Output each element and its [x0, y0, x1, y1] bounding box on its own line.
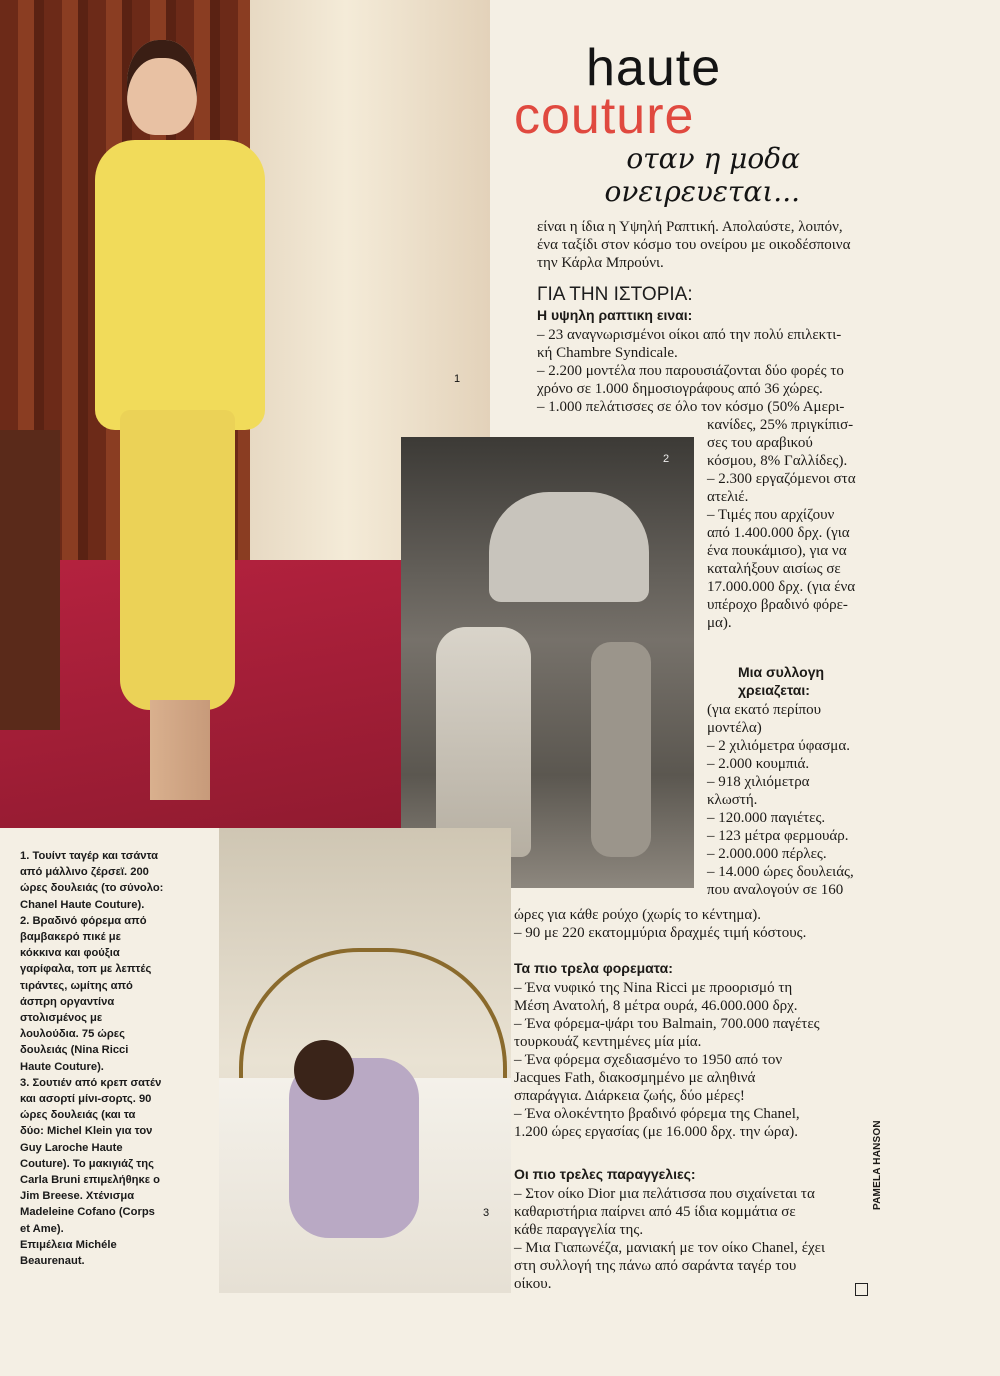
- caption-line: δύο: Michel Klein για τον: [20, 1125, 153, 1138]
- caption-line: βαμβακερό πικέ με: [20, 931, 121, 944]
- yellow-jacket: [95, 140, 265, 430]
- collection-line: – 14.000 ώρες δουλειάς,: [707, 864, 854, 880]
- history-line: χρόνο σε 1.000 δημοσιογράφους από 36 χώρες.: [537, 381, 823, 397]
- photo-garage-gown: [401, 437, 694, 888]
- photo-number-1: 1: [454, 373, 461, 385]
- caption-line: και ασορτί μίνι-σορτς. 90: [20, 1093, 152, 1106]
- caption-line: et Ame).: [20, 1222, 64, 1235]
- head: [127, 40, 197, 135]
- yellow-skirt: [120, 410, 235, 710]
- history-line: – 1.000 πελάτισσες σε όλο τον κόσμο (50% Αμερι-: [537, 399, 845, 415]
- dresses-line: σπαράγγια. Διάρκεια ζωής, δύο μέρες!: [514, 1088, 745, 1104]
- collection-line: (για εκατό περίπου: [707, 702, 822, 718]
- dresses-line: 1.200 ώρες εργασίας (με 16.000 δρχ. την ώρα).: [514, 1124, 798, 1140]
- caption-line: Couture). Το μακιγιάζ της: [20, 1157, 154, 1170]
- collection-line: – 2 χιλιόμετρα ύφασμα.: [707, 738, 850, 754]
- caption-line: κόκκινα και φούξια: [20, 947, 120, 960]
- caption-line: από μάλλινο ζέρσεϊ. 200: [20, 866, 149, 879]
- caption-line: Haute Couture).: [20, 1060, 104, 1073]
- subtitle: [560, 142, 800, 208]
- collection-line: – 120.000 παγιέτες.: [707, 810, 826, 826]
- history-line: ατελιέ.: [707, 489, 749, 505]
- caption-line: δουλειάς (Nina Ricci: [20, 1044, 129, 1057]
- dresses-line: Jacques Fath, διακοσμημένο με αληθινά: [514, 1070, 756, 1086]
- dresses-line: Μέση Ανατολή, 8 μέτρα ουρά, 46.000.000 δρχ.: [514, 998, 798, 1014]
- history-line: – Τιμές που αρχίζουν: [707, 507, 835, 523]
- history-line: κόσμου, 8% Γαλλίδες).: [707, 453, 848, 469]
- collection-line: – 918 χιλιόμετρα: [707, 774, 810, 790]
- history-line: 17.000.000 δρχ. (για ένα: [707, 579, 856, 595]
- subtitle-line-1: οταν η μοδα: [626, 142, 800, 175]
- dresses-line: – Ένα ολοκέντητο βραδινό φόρεμα της Chanel,: [514, 1106, 800, 1122]
- intro-line: είναι η ίδια η Υψηλή Ραπτική. Απολαύστε, λοιπόν,: [537, 219, 843, 235]
- caption-line: λουλούδια. 75 ώρες: [20, 1028, 125, 1041]
- orders-line: κάθε παραγγελία της.: [514, 1222, 644, 1238]
- dresses-line: – Ένα φόρεμα-ψάρι του Balmain, 700.000 παγέτες: [514, 1016, 820, 1032]
- caption-line: 1. Τουίντ ταγέρ και τσάντα: [20, 850, 159, 862]
- history-heading: ΓΙΑ ΤΗΝ ΙΣΤΟΡΙΑ:: [537, 284, 693, 305]
- photo-number-2: 2: [663, 453, 670, 465]
- caption-line: Chanel Haute Couture).: [20, 898, 145, 911]
- intro-paragraph: [537, 218, 867, 272]
- intro-line: ένα ταξίδι στον κόσμο του ονείρου με οικοδέσποινα: [537, 237, 851, 253]
- caption-line: Beaurenaut.: [20, 1255, 85, 1268]
- orders-line: στη συλλογή της πάνω από σαράντα ταγέρ του: [514, 1258, 797, 1274]
- caption-line: ώρες δουλειάς (το σύνολο:: [20, 882, 164, 895]
- history-line: ένα πουκάμισο), για να: [707, 543, 847, 559]
- title-haute: haute: [586, 39, 722, 97]
- collection-line: μοντέλα): [707, 720, 762, 736]
- mechanic-figure: [591, 642, 651, 857]
- orders-line: – Στον οίκο Dior μια πελάτισσα που σιχαίνεται τα: [514, 1186, 815, 1202]
- history-line: από 1.400.000 δρχ. (για: [707, 525, 850, 541]
- history-line: υπέροχο βραδινό φόρε-: [707, 597, 848, 613]
- dresses-heading: Τα πιο τρελα φορεματα:: [514, 960, 673, 976]
- collection-list: [514, 906, 869, 942]
- history-line: – 2.200 μοντέλα που παρουσιάζονται δύο φορές το: [537, 363, 844, 379]
- history-list-narrow: [707, 416, 867, 632]
- caption-line: ώρες δουλειάς (και τα: [20, 1109, 136, 1122]
- hair: [294, 1040, 354, 1100]
- car: [489, 492, 649, 602]
- history-subheading: Η υψηλη ραπτικη ειναι:: [537, 307, 693, 323]
- orders-list: [514, 1185, 874, 1293]
- collection-line: – 90 με 220 εκατομμύρια δραχμές τιμή κόστους.: [514, 925, 807, 941]
- caption-line: Carla Bruni επιμελήθηκε ο: [20, 1174, 160, 1187]
- gown-figure: [436, 627, 531, 857]
- orders-line: καθαριστήρια παίρνει από 45 ίδια κομμάτια σε: [514, 1204, 796, 1220]
- photo-caption: [20, 848, 206, 1269]
- caption-line: τιράντες, ωμίτης από: [20, 979, 133, 992]
- caption-line: Επιμέλεια Michéle: [20, 1238, 117, 1251]
- history-line: κανίδες, 25% πριγκίπισ-: [707, 417, 854, 433]
- dresses-line: – Ένα φόρεμα σχεδιασμένο το 1950 από τον: [514, 1052, 783, 1068]
- caption-line: 2. Βραδινό φόρεμα από: [20, 914, 147, 927]
- history-line: κή Chambre Syndicale.: [537, 345, 678, 361]
- legs: [150, 700, 210, 800]
- history-line: μα).: [707, 615, 732, 631]
- history-list: [537, 326, 867, 416]
- collection-line: – 2.000.000 πέρλες.: [707, 846, 827, 862]
- side-table: [0, 430, 60, 730]
- collection-line: που αναλογούν σε 160: [707, 882, 844, 898]
- caption-line: Jim Breese. Χτένισμα: [20, 1190, 135, 1203]
- collection-list-narrow: [707, 701, 872, 899]
- dresses-list: [514, 979, 874, 1141]
- photo-bed: [219, 828, 511, 1293]
- orders-heading: Οι πιο τρελες παραγγελιες:: [514, 1166, 696, 1182]
- collection-heading-2: χρειαζεται:: [738, 682, 810, 698]
- caption-line: στολισμένος με: [20, 1012, 103, 1025]
- collection-heading-1: Μια συλλογη: [738, 664, 825, 680]
- title-couture: couture: [514, 87, 695, 145]
- history-line: σες του αραβικού: [707, 435, 813, 451]
- history-line: – 23 αναγνωρισμένοι οίκοι από την πολύ επιλεκτι-: [537, 327, 842, 343]
- collection-line: κλωστή.: [707, 792, 758, 808]
- orders-line: – Μια Γιαπωνέζα, μανιακή με τον οίκο Chanel, έχει: [514, 1240, 826, 1256]
- photo-number-3: 3: [483, 1207, 490, 1219]
- model-figure: [95, 40, 265, 800]
- end-mark: [855, 1283, 868, 1296]
- collection-line: – 123 μέτρα φερμουάρ.: [707, 828, 849, 844]
- history-line: καταλήξουν αισίως σε: [707, 561, 841, 577]
- history-line: – 2.300 εργαζόμενοι στα: [707, 471, 856, 487]
- caption-line: 3. Σουτιέν από κρεπ σατέν: [20, 1076, 162, 1089]
- intro-line: την Κάρλα Μπρούνι.: [537, 255, 664, 271]
- caption-line: άσπρη οργαντίνα: [20, 995, 115, 1008]
- orders-line: οίκου.: [514, 1276, 552, 1292]
- dresses-line: τουρκουάζ κεντημένες μία μία.: [514, 1034, 702, 1050]
- caption-line: γαρίφαλα, τοπ με λεπτές: [20, 963, 152, 976]
- collection-line: ώρες για κάθε ρούχο (χωρίς το κέντημα).: [514, 907, 761, 923]
- photo-credit: PAMELA HANSON: [872, 1120, 883, 1210]
- subtitle-line-2: ονειρευεται...: [604, 175, 800, 208]
- caption-line: Madeleine Cofano (Corps: [20, 1206, 155, 1219]
- dresses-line: – Ένα νυφικό της Nina Ricci με προορισμό τη: [514, 980, 793, 996]
- caption-line: Guy Laroche Haute: [20, 1141, 123, 1154]
- collection-line: – 2.000 κουμπιά.: [707, 756, 810, 772]
